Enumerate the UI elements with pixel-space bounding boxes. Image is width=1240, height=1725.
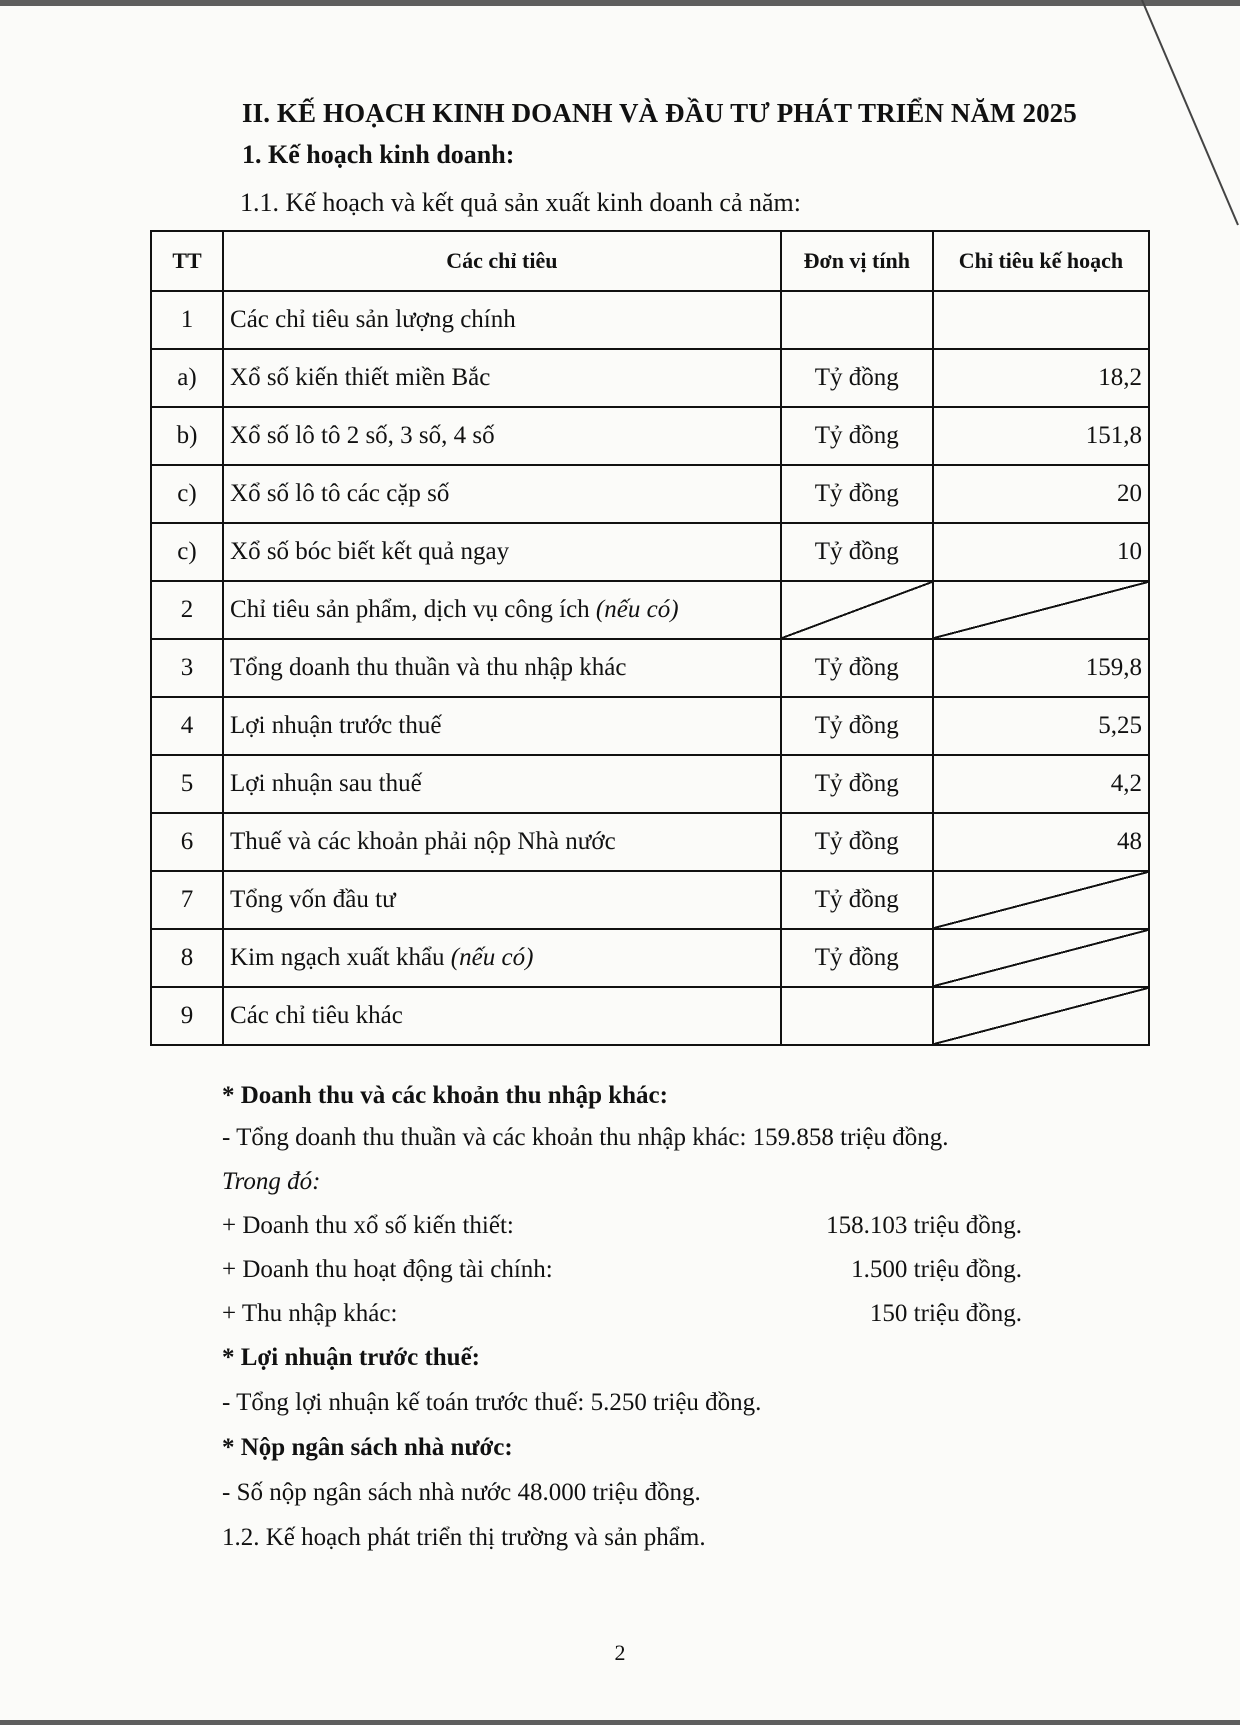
row-tt: a) <box>151 349 223 407</box>
row-indicator-text: Xổ số bóc biết kết quả ngay <box>230 538 510 565</box>
revenue-item-label: + Thu nhập khác: <box>222 1300 398 1327</box>
table-row <box>151 755 1149 813</box>
row-indicator <box>223 639 781 697</box>
table-row <box>151 871 1149 929</box>
table-row <box>151 523 1149 581</box>
revenue-item-value: 1.500 triệu đồng. <box>851 1256 1022 1283</box>
row-plan-value: 20 <box>933 465 1149 523</box>
scan-edge-bottom <box>0 1720 1240 1725</box>
in-which-label: Trong đó: <box>222 1168 321 1195</box>
row-plan-value <box>933 871 1149 929</box>
table-row <box>151 697 1149 755</box>
row-plan-value: 159,8 <box>933 639 1149 697</box>
row-plan-value: 18,2 <box>933 349 1149 407</box>
table-row <box>151 291 1149 349</box>
table-header-row <box>151 231 1149 291</box>
header-plan: Chỉ tiêu kế hoạch <box>933 231 1149 291</box>
row-indicator-note: (nếu có) <box>450 944 534 971</box>
intro-line: 1.1. Kế hoạch và kết quả sản xuất kinh doanh cả năm: <box>240 188 801 217</box>
row-tt: 4 <box>151 697 223 755</box>
row-unit: Tỷ đồng <box>781 349 933 407</box>
row-indicator-text: Xổ số lô tô 2 số, 3 số, 4 số <box>230 422 495 449</box>
table-body <box>151 291 1149 1045</box>
table-row <box>151 581 1149 639</box>
row-tt: 3 <box>151 639 223 697</box>
row-plan-value <box>933 929 1149 987</box>
row-unit: Tỷ đồng <box>781 697 933 755</box>
row-indicator-text: Lợi nhuận sau thuế <box>230 770 422 797</box>
budget-line: - Số nộp ngân sách nhà nước 48.000 triệu đồng. <box>222 1479 701 1506</box>
row-tt: b) <box>151 407 223 465</box>
row-indicator-text: Kim ngạch xuất khẩu <box>230 944 445 971</box>
row-indicator-text: Chỉ tiêu sản phẩm, dịch vụ công ích <box>230 596 590 623</box>
business-plan-table <box>150 230 1150 1046</box>
revenue-item <box>222 1292 1142 1336</box>
header-tt: TT <box>151 231 223 291</box>
row-indicator <box>223 813 781 871</box>
row-unit <box>781 581 933 639</box>
revenue-item <box>222 1204 1142 1248</box>
table-row <box>151 813 1149 871</box>
table-row <box>151 987 1149 1045</box>
row-plan-value: 151,8 <box>933 407 1149 465</box>
row-unit: Tỷ đồng <box>781 407 933 465</box>
revenue-item <box>222 1248 1142 1292</box>
row-indicator-text: Lợi nhuận trước thuế <box>230 712 442 739</box>
revenue-item-value: 158.103 triệu đồng. <box>826 1212 1022 1239</box>
section-1-2: 1.2. Kế hoạch phát triển thị trường và sản phẩm. <box>222 1524 706 1551</box>
row-indicator <box>223 697 781 755</box>
row-plan-value: 48 <box>933 813 1149 871</box>
row-indicator-text: Các chỉ tiêu khác <box>230 1002 403 1029</box>
row-indicator <box>223 523 781 581</box>
table-row <box>151 465 1149 523</box>
row-indicator-note: (nếu có) <box>595 596 679 623</box>
row-indicator <box>223 929 781 987</box>
budget-title: * Nộp ngân sách nhà nước: <box>222 1434 513 1461</box>
row-tt: 5 <box>151 755 223 813</box>
header-unit: Đơn vị tính <box>781 231 933 291</box>
revenue-item-label: + Doanh thu hoạt động tài chính: <box>222 1256 553 1283</box>
row-plan-value: 5,25 <box>933 697 1149 755</box>
table-row <box>151 639 1149 697</box>
row-plan-value <box>933 581 1149 639</box>
scan-edge-top <box>0 0 1240 6</box>
row-indicator <box>223 987 781 1045</box>
row-indicator-text: Các chỉ tiêu sản lượng chính <box>230 306 516 333</box>
row-indicator-text: Thuế và các khoản phải nộp Nhà nước <box>230 828 616 855</box>
row-unit: Tỷ đồng <box>781 871 933 929</box>
row-indicator-text: Tổng vốn đầu tư <box>230 886 396 913</box>
row-unit <box>781 291 933 349</box>
row-tt: 2 <box>151 581 223 639</box>
header-indicators: Các chỉ tiêu <box>223 231 781 291</box>
row-tt: 8 <box>151 929 223 987</box>
table-row <box>151 407 1149 465</box>
row-indicator <box>223 581 781 639</box>
row-tt: c) <box>151 523 223 581</box>
row-unit: Tỷ đồng <box>781 639 933 697</box>
row-tt: 6 <box>151 813 223 871</box>
revenue-title: * Doanh thu và các khoản thu nhập khác: <box>222 1082 668 1109</box>
row-unit: Tỷ đồng <box>781 755 933 813</box>
row-tt: 9 <box>151 987 223 1045</box>
row-plan-value <box>933 291 1149 349</box>
row-indicator <box>223 407 781 465</box>
table-row <box>151 349 1149 407</box>
row-indicator <box>223 465 781 523</box>
row-plan-value: 10 <box>933 523 1149 581</box>
heading-sub: 1. Kế hoạch kinh doanh: <box>242 140 515 169</box>
row-unit: Tỷ đồng <box>781 929 933 987</box>
revenue-item-value: 150 triệu đồng. <box>869 1300 1022 1327</box>
heading-main: II. KẾ HOẠCH KINH DOANH VÀ ĐẦU TƯ PHÁT TRIỂN NĂM 2025 <box>242 98 1077 128</box>
row-unit: Tỷ đồng <box>781 465 933 523</box>
row-indicator <box>223 871 781 929</box>
row-unit: Tỷ đồng <box>781 523 933 581</box>
profit-title: * Lợi nhuận trước thuế: <box>222 1344 480 1371</box>
row-tt: c) <box>151 465 223 523</box>
table-row <box>151 929 1149 987</box>
row-plan-value <box>933 987 1149 1045</box>
row-indicator-text: Xổ số lô tô các cặp số <box>230 480 450 507</box>
revenue-item-label: + Doanh thu xổ số kiến thiết: <box>222 1212 514 1239</box>
scan-edge-corner <box>1120 0 1240 230</box>
page-number: 2 <box>614 1640 626 1665</box>
row-plan-value: 4,2 <box>933 755 1149 813</box>
row-indicator <box>223 755 781 813</box>
row-unit <box>781 987 933 1045</box>
notes-section <box>222 1076 1142 1560</box>
row-unit: Tỷ đồng <box>781 813 933 871</box>
profit-line: - Tổng lợi nhuận kế toán trước thuế: 5.250 triệu đồng. <box>222 1389 762 1416</box>
row-indicator <box>223 349 781 407</box>
row-tt: 1 <box>151 291 223 349</box>
row-tt: 7 <box>151 871 223 929</box>
row-indicator-text: Xổ số kiến thiết miền Bắc <box>230 364 491 391</box>
row-indicator-text: Tổng doanh thu thuần và thu nhập khác <box>230 654 627 681</box>
row-indicator <box>223 291 781 349</box>
revenue-total: - Tổng doanh thu thuần và các khoản thu nhập khác: 159.858 triệu đồng. <box>222 1124 949 1151</box>
